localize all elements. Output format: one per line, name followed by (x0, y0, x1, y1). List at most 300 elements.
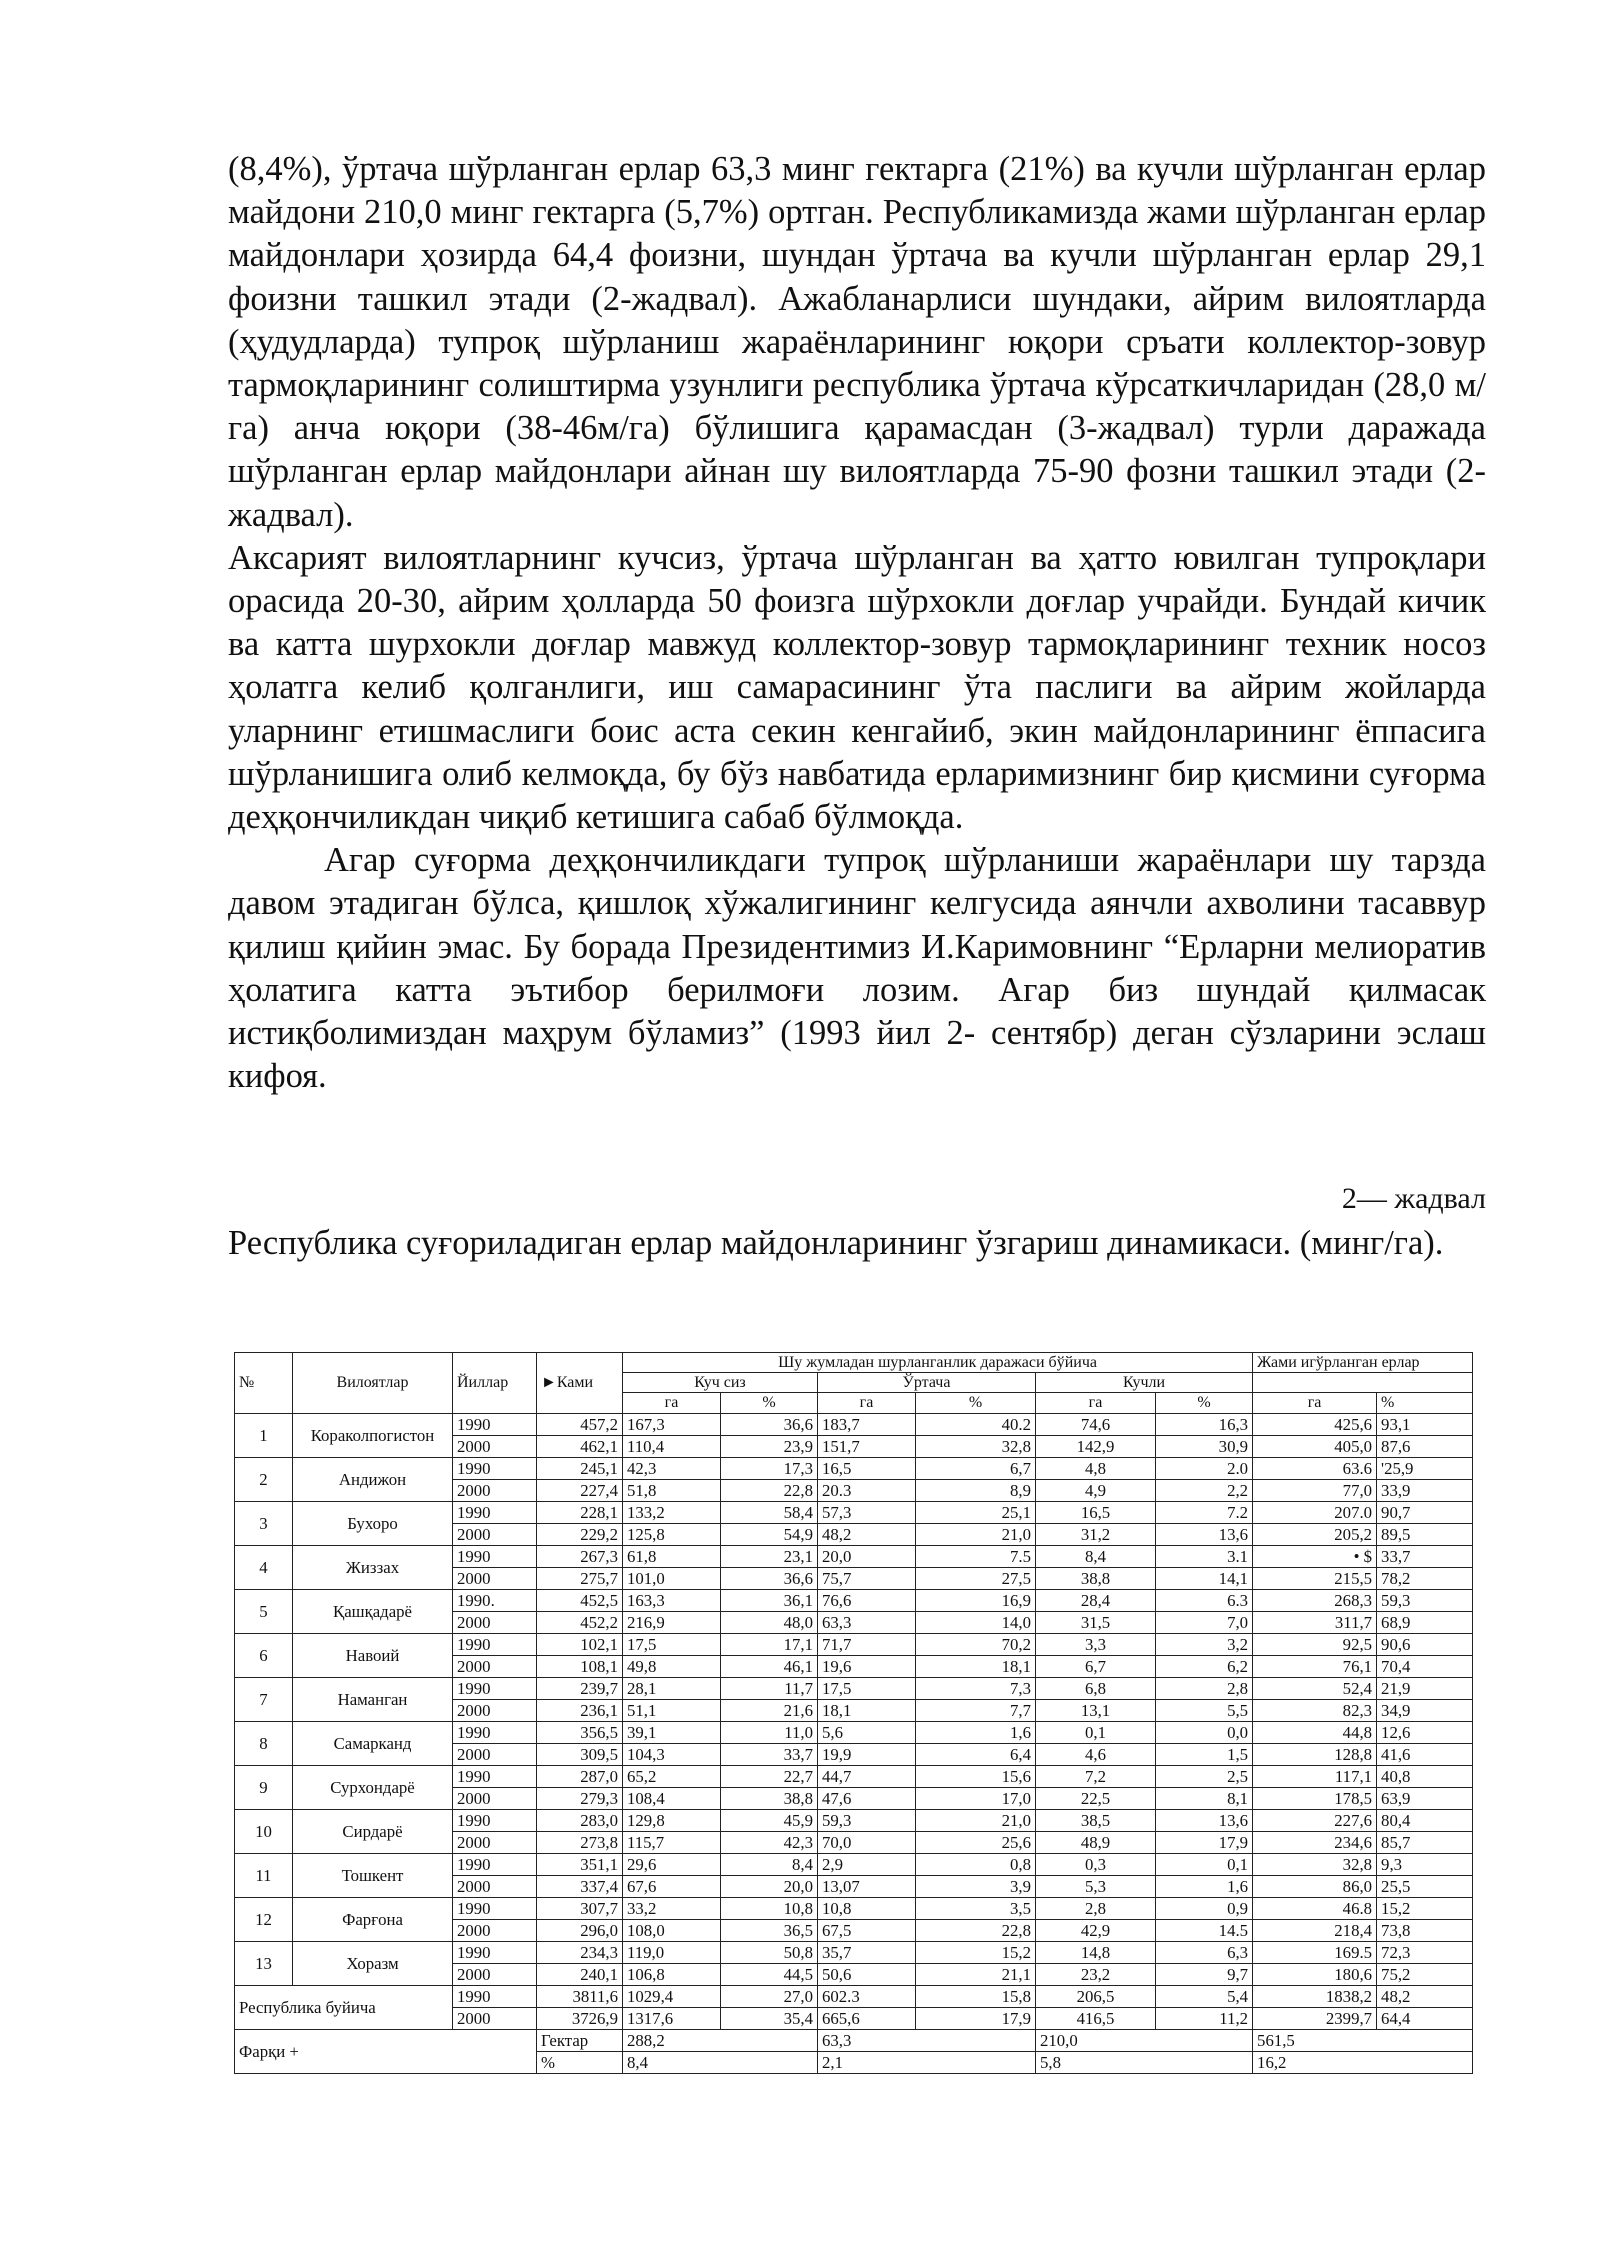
value-cell: 21,9 (1377, 1677, 1473, 1699)
region-number: 6 (235, 1633, 293, 1677)
header-total: ►Ками (537, 1353, 623, 1414)
year-cell: 1990 (453, 1633, 537, 1655)
value-cell: 73,8 (1377, 1919, 1473, 1941)
value-cell: 167,3 (623, 1413, 721, 1435)
year-cell: 2000 (453, 1919, 537, 1941)
header-pct: % (1156, 1393, 1253, 1413)
value-cell: 15,6 (916, 1765, 1036, 1787)
year-cell: 1990 (453, 1941, 537, 1963)
value-cell: 287,0 (537, 1765, 623, 1787)
value-cell: 5,3 (1036, 1875, 1156, 1897)
table-row (235, 1809, 1473, 1831)
value-cell: 236,1 (537, 1699, 623, 1721)
value-cell: 19,9 (818, 1743, 916, 1765)
diff-strong: 210,0 (1036, 2029, 1253, 2051)
value-cell: 7.5 (916, 1545, 1036, 1567)
paragraph: Агар суғорма деҳқончиликдаги тупроқ шўрланиши жараёнлари шу тарзда давом этадиган бўлса, қишлоқ хўжалигининг келгусида аянчли ахволини тасаввур қилиш қийин эмас. Бу борада Президентимиз И.Каримовнинг “Ерларни мелиоратив ҳолатига катта эътибор берилмоғи лозим. Агар биз шундай қилмасак истиқболимиздан маҳрум бўламиз” (1993 йил 2- сентябр) деган сўзларини эслаш кифоя. (228, 841, 1486, 1096)
region-name: Кораколпогистон (293, 1413, 453, 1457)
header-region: Вилоятлар (293, 1353, 453, 1414)
value-cell: 59,3 (818, 1809, 916, 1831)
value-cell: 22,8 (721, 1479, 818, 1501)
region-name: Фарғона (293, 1897, 453, 1941)
year-cell: 2000 (453, 1875, 537, 1897)
value-cell: 36,6 (721, 1567, 818, 1589)
value-cell: 13,07 (818, 1875, 916, 1897)
value-cell: 206,5 (1036, 1985, 1156, 2007)
paragraph: Аксарият вилоятларнинг кучсиз, ўртача шўрланган ва ҳатто ювилган тупроқлари орасида 20-30, айрим ҳолларда 50 фоизга шўрхокли доғлар учрайди. Бундай кичик ва катта шурхокли доғлар мавжуд коллектор-зовур тармоқларининг техник носоз ҳолатга келиб қолганлиги, иш самарасининг ўта паслиги ва айрим жойларда уларнинг етишмаслиги боис аста секин кенгайиб, экин майдонларининг ёппасига шўрланишига олиб келмоқда, бу бўз навбатида ерларимизнинг бир қисмини суғорма деҳқончиликдан чиқиб кетишига сабаб бўлмоқда. (228, 538, 1486, 837)
value-cell: 245,1 (537, 1457, 623, 1479)
year-cell: 2000 (453, 1567, 537, 1589)
value-cell: 2,2 (1156, 1479, 1253, 1501)
value-cell: 46,1 (721, 1655, 818, 1677)
value-cell: 32,8 (1253, 1853, 1377, 1875)
table-row (235, 1721, 1473, 1743)
value-cell: 86,0 (1253, 1875, 1377, 1897)
value-cell: 93,1 (1377, 1413, 1473, 1435)
value-cell: 65,2 (623, 1765, 721, 1787)
value-cell: 45,9 (721, 1809, 818, 1831)
header-pct: % (1377, 1393, 1473, 1413)
value-cell: 1317,6 (623, 2007, 721, 2029)
value-cell: 151,7 (818, 1435, 916, 1457)
value-cell: 87,6 (1377, 1435, 1473, 1457)
value-cell: 2,9 (818, 1853, 916, 1875)
value-cell: 48,0 (721, 1611, 818, 1633)
region-name: Қашқадарё (293, 1589, 453, 1633)
region-name: Сурхондарё (293, 1765, 453, 1809)
value-cell: 58,4 (721, 1501, 818, 1523)
value-cell: 4,9 (1036, 1479, 1156, 1501)
value-cell: 25,5 (1377, 1875, 1473, 1897)
value-cell: 452,2 (537, 1611, 623, 1633)
year-cell: 2000 (453, 1743, 537, 1765)
table-row (235, 1501, 1473, 1523)
region-number: 13 (235, 1941, 293, 1985)
year-cell: 2000 (453, 1479, 537, 1501)
table-row (235, 1457, 1473, 1479)
value-cell: 227,6 (1253, 1809, 1377, 1831)
value-cell: 8,4 (721, 1853, 818, 1875)
value-cell: 102,1 (537, 1633, 623, 1655)
value-cell: 33,2 (623, 1897, 721, 1919)
value-cell: 22,7 (721, 1765, 818, 1787)
value-cell: 240,1 (537, 1963, 623, 1985)
year-cell: 1990 (453, 1457, 537, 1479)
value-cell: 7.2 (1156, 1501, 1253, 1523)
value-cell: 5,4 (1156, 1985, 1253, 2007)
value-cell: 41,6 (1377, 1743, 1473, 1765)
header-ha: га (623, 1393, 721, 1413)
table-row (235, 1413, 1473, 1435)
value-cell: 15,8 (916, 1985, 1036, 2007)
value-cell: 34,9 (1377, 1699, 1473, 1721)
value-cell: 21,0 (916, 1809, 1036, 1831)
value-cell: 17,5 (623, 1633, 721, 1655)
value-cell: 8,1 (1156, 1787, 1253, 1809)
value-cell: 218,4 (1253, 1919, 1377, 1941)
value-cell: 2,8 (1156, 1677, 1253, 1699)
value-cell: 21,6 (721, 1699, 818, 1721)
value-cell: 78,2 (1377, 1567, 1473, 1589)
year-cell: 2000 (453, 1699, 537, 1721)
value-cell: 0,9 (1156, 1897, 1253, 1919)
value-cell: 117,1 (1253, 1765, 1377, 1787)
region-name: Жиззах (293, 1545, 453, 1589)
value-cell: 90,7 (1377, 1501, 1473, 1523)
value-cell: 119,0 (623, 1941, 721, 1963)
value-cell: 59,3 (1377, 1589, 1473, 1611)
region-name: Хоразм (293, 1941, 453, 1985)
value-cell: 17,9 (1156, 1831, 1253, 1853)
value-cell: 7,3 (916, 1677, 1036, 1699)
value-cell: 19,6 (818, 1655, 916, 1677)
region-number: 1 (235, 1413, 293, 1457)
value-cell: 17,0 (916, 1787, 1036, 1809)
value-cell: 57,3 (818, 1501, 916, 1523)
value-cell: 14,1 (1156, 1567, 1253, 1589)
year-cell: 1990 (453, 1897, 537, 1919)
region-number: 11 (235, 1853, 293, 1897)
header-ha: га (818, 1393, 916, 1413)
value-cell: 67,6 (623, 1875, 721, 1897)
value-cell: 6.3 (1156, 1589, 1253, 1611)
diff-medium: 2,1 (818, 2051, 1036, 2073)
value-cell: 11,0 (721, 1721, 818, 1743)
header-group: Шу жумладан шурланганлик даражаси бўйича (623, 1353, 1253, 1373)
header-ha: га (1036, 1393, 1156, 1413)
value-cell: 234,6 (1253, 1831, 1377, 1853)
value-cell: 178,5 (1253, 1787, 1377, 1809)
table-row (235, 1765, 1473, 1787)
value-cell: 51,8 (623, 1479, 721, 1501)
year-cell: 1990 (453, 1501, 537, 1523)
value-cell: 1,6 (1156, 1875, 1253, 1897)
value-cell: 74,6 (1036, 1413, 1156, 1435)
value-cell: 10,8 (721, 1897, 818, 1919)
value-cell: 2,5 (1156, 1765, 1253, 1787)
value-cell: 106,8 (623, 1963, 721, 1985)
year-cell: 2000 (453, 1435, 537, 1457)
region-name: Наманган (293, 1677, 453, 1721)
header-row (235, 1353, 1473, 1373)
value-cell: 307,7 (537, 1897, 623, 1919)
value-cell: 16,5 (818, 1457, 916, 1479)
diff-unit: % (537, 2051, 623, 2073)
value-cell: 7,2 (1036, 1765, 1156, 1787)
value-cell: 11,2 (1156, 2007, 1253, 2029)
value-cell: 229,2 (537, 1523, 623, 1545)
value-cell: 142,9 (1036, 1435, 1156, 1457)
value-cell: 44,8 (1253, 1721, 1377, 1743)
value-cell: 89,5 (1377, 1523, 1473, 1545)
value-cell: 3,2 (1156, 1633, 1253, 1655)
value-cell: 49,8 (623, 1655, 721, 1677)
header-medium: Ўртача (818, 1373, 1036, 1393)
value-cell: 108,4 (623, 1787, 721, 1809)
year-cell: 2000 (453, 2007, 537, 2029)
value-cell: 239,7 (537, 1677, 623, 1699)
value-cell: 35,7 (818, 1941, 916, 1963)
value-cell: 267,3 (537, 1545, 623, 1567)
region-name: Бухоро (293, 1501, 453, 1545)
value-cell: 17,9 (916, 2007, 1036, 2029)
diff-label: Фарқи + (235, 2029, 537, 2073)
value-cell: 108,1 (537, 1655, 623, 1677)
value-cell: 2.0 (1156, 1457, 1253, 1479)
value-cell: 42,3 (721, 1831, 818, 1853)
value-cell: 6,4 (916, 1743, 1036, 1765)
value-cell: 20.3 (818, 1479, 916, 1501)
paragraph: (8,4%), ўртача шўрланган ерлар 63,3 минг гектарга (21%) ва кучли шўрланган ерлар майдони 210,0 минг гектарга (5,7%) ортган. Республикамизда жами шўрланган ерлар майдонлари ҳозирда 64,4 фоизни, шундан ўртача ва кучли шўрланган ерлар 29,1 фоизни ташкил этади (2-жадвал). Ажабланарлиси шундаки, айрим вилоятларда (ҳудудларда) тупроқ шўрланиш жараёнларининг юқори сръати коллектор-зовур тармоқларининг солиштирма узунлиги республика ўртача кўрсаткичларидан (28,0 м/га) анча юқори (38-46м/га) бўлишига қарамасдан (3-жадвал) турли даражада шўрланган ерлар майдонлари айнан шу вилоятларда 75-90 фозни ташкил этади (2-жадвал). (228, 150, 1486, 534)
region-number: 10 (235, 1809, 293, 1853)
value-cell: 6,2 (1156, 1655, 1253, 1677)
value-cell: 25,1 (916, 1501, 1036, 1523)
value-cell: 1,5 (1156, 1743, 1253, 1765)
value-cell: 50,6 (818, 1963, 916, 1985)
table-row (235, 1985, 1473, 2007)
value-cell: 0,8 (916, 1853, 1036, 1875)
value-cell: 8,9 (916, 1479, 1036, 1501)
value-cell: 309,5 (537, 1743, 623, 1765)
value-cell: 16,5 (1036, 1501, 1156, 1523)
value-cell: 36,6 (721, 1413, 818, 1435)
value-cell: 47,6 (818, 1787, 916, 1809)
value-cell: 22,5 (1036, 1787, 1156, 1809)
value-cell: 85,7 (1377, 1831, 1473, 1853)
value-cell: 3726,9 (537, 2007, 623, 2029)
value-cell: 665,6 (818, 2007, 916, 2029)
region-number: 8 (235, 1721, 293, 1765)
value-cell: 44,7 (818, 1765, 916, 1787)
value-cell: 31,2 (1036, 1523, 1156, 1545)
table-number: 2— жадвал (1341, 1182, 1486, 1215)
value-cell: 10,8 (818, 1897, 916, 1919)
diff-unit: Гектар (537, 2029, 623, 2051)
value-cell: 29,6 (623, 1853, 721, 1875)
value-cell: 425,6 (1253, 1413, 1377, 1435)
value-cell: 7,7 (916, 1699, 1036, 1721)
value-cell: 68,9 (1377, 1611, 1473, 1633)
value-cell: 3.1 (1156, 1545, 1253, 1567)
table-caption: Республика суғориладиган ерлар майдонларининг ўзгариш динамикаси. (минг/га). (228, 1224, 1444, 1262)
value-cell: 21,0 (916, 1523, 1036, 1545)
value-cell: 39,1 (623, 1721, 721, 1743)
year-cell: 1990. (453, 1589, 537, 1611)
value-cell: 71,7 (818, 1633, 916, 1655)
value-cell: 51,1 (623, 1699, 721, 1721)
value-cell: 61,8 (623, 1545, 721, 1567)
table-row (235, 1897, 1473, 1919)
value-cell: 216,9 (623, 1611, 721, 1633)
value-cell: 3,3 (1036, 1633, 1156, 1655)
value-cell: 72,3 (1377, 1941, 1473, 1963)
value-cell: 23,2 (1036, 1963, 1156, 1985)
value-cell: 183,7 (818, 1413, 916, 1435)
value-cell: 1838,2 (1253, 1985, 1377, 2007)
region-number: 5 (235, 1589, 293, 1633)
value-cell: 0,0 (1156, 1721, 1253, 1743)
value-cell: 38,8 (1036, 1567, 1156, 1589)
year-cell: 1990 (453, 1985, 537, 2007)
region-number: 4 (235, 1545, 293, 1589)
value-cell: 77,0 (1253, 1479, 1377, 1501)
value-cell: 275,7 (537, 1567, 623, 1589)
value-cell: 311,7 (1253, 1611, 1377, 1633)
value-cell: 337,4 (537, 1875, 623, 1897)
value-cell: 27,0 (721, 1985, 818, 2007)
value-cell: 14,8 (1036, 1941, 1156, 1963)
year-cell: 2000 (453, 1655, 537, 1677)
value-cell: 6,7 (1036, 1655, 1156, 1677)
value-cell: 46.8 (1253, 1897, 1377, 1919)
value-cell: 48,2 (818, 1523, 916, 1545)
value-cell: 14,0 (916, 1611, 1036, 1633)
value-cell: 52,4 (1253, 1677, 1377, 1699)
value-cell: 405,0 (1253, 1435, 1377, 1457)
year-cell: 1990 (453, 1721, 537, 1743)
value-cell: 6,3 (1156, 1941, 1253, 1963)
year-cell: 1990 (453, 1809, 537, 1831)
value-cell: 283,0 (537, 1809, 623, 1831)
year-cell: 1990 (453, 1545, 537, 1567)
value-cell: 63,3 (818, 1611, 916, 1633)
value-cell: 1029,4 (623, 1985, 721, 2007)
value-cell: 33,9 (1377, 1479, 1473, 1501)
value-cell: 268,3 (1253, 1589, 1377, 1611)
value-cell: 23,1 (721, 1545, 818, 1567)
value-cell: 82,3 (1253, 1699, 1377, 1721)
year-cell: 2000 (453, 1963, 537, 1985)
value-cell: 6,7 (916, 1457, 1036, 1479)
header-total-saline: Жами игўрланган ерлар (1253, 1353, 1473, 1373)
value-cell: 42,3 (623, 1457, 721, 1479)
value-cell: 18,1 (818, 1699, 916, 1721)
table-row (235, 1853, 1473, 1875)
value-cell: 11,7 (721, 1677, 818, 1699)
value-cell: 452,5 (537, 1589, 623, 1611)
value-cell: 273,8 (537, 1831, 623, 1853)
diff-weak: 8,4 (623, 2051, 818, 2073)
diff-strong: 5,8 (1036, 2051, 1253, 2073)
value-cell: 63,9 (1377, 1787, 1473, 1809)
value-cell: 207.0 (1253, 1501, 1377, 1523)
value-cell: 70,4 (1377, 1655, 1473, 1677)
value-cell: 5,5 (1156, 1699, 1253, 1721)
value-cell: 48,2 (1377, 1985, 1473, 2007)
value-cell: 40,8 (1377, 1765, 1473, 1787)
value-cell: 9,3 (1377, 1853, 1473, 1875)
diff-weak: 288,2 (623, 2029, 818, 2051)
year-cell: 2000 (453, 1523, 537, 1545)
value-cell: 76,1 (1253, 1655, 1377, 1677)
value-cell: 602.3 (818, 1985, 916, 2007)
value-cell: 25,6 (916, 1831, 1036, 1853)
value-cell: 23,9 (721, 1435, 818, 1457)
value-cell: 3,5 (916, 1897, 1036, 1919)
table-row (235, 1677, 1473, 1699)
value-cell: 457,2 (537, 1413, 623, 1435)
value-cell: 169.5 (1253, 1941, 1377, 1963)
value-cell: 416,5 (1036, 2007, 1156, 2029)
value-cell: 33,7 (1377, 1545, 1473, 1567)
value-cell: 101,0 (623, 1567, 721, 1589)
year-cell: 1990 (453, 1413, 537, 1435)
value-cell: 32,8 (916, 1435, 1036, 1457)
region-name: Навоий (293, 1633, 453, 1677)
value-cell: 296,0 (537, 1919, 623, 1941)
value-cell: 15,2 (916, 1941, 1036, 1963)
value-cell: 17,1 (721, 1633, 818, 1655)
value-cell: 6,8 (1036, 1677, 1156, 1699)
value-cell: 80,4 (1377, 1809, 1473, 1831)
value-cell: 33,7 (721, 1743, 818, 1765)
region-number: 3 (235, 1501, 293, 1545)
value-cell: 0,1 (1156, 1853, 1253, 1875)
republic-label: Республика буйича (235, 1985, 453, 2029)
value-cell: 163,3 (623, 1589, 721, 1611)
value-cell: 28,1 (623, 1677, 721, 1699)
header-pct: % (721, 1393, 818, 1413)
value-cell: 1,6 (916, 1721, 1036, 1743)
value-cell: 279,3 (537, 1787, 623, 1809)
region-name: Андижон (293, 1457, 453, 1501)
value-cell: 54,9 (721, 1523, 818, 1545)
region-name: Самарканд (293, 1721, 453, 1765)
value-cell: 0,3 (1036, 1853, 1156, 1875)
value-cell: 15,2 (1377, 1897, 1473, 1919)
value-cell: 90,6 (1377, 1633, 1473, 1655)
diff-medium: 63,3 (818, 2029, 1036, 2051)
diff-total: 16,2 (1253, 2051, 1473, 2073)
value-cell: 18,1 (916, 1655, 1036, 1677)
value-cell: 76,6 (818, 1589, 916, 1611)
header-strong: Кучли (1036, 1373, 1253, 1393)
header-empty (1253, 1373, 1473, 1393)
region-number: 7 (235, 1677, 293, 1721)
value-cell: 14.5 (1156, 1919, 1253, 1941)
value-cell: 5,6 (818, 1721, 916, 1743)
header-years: Йиллар (453, 1353, 537, 1414)
value-cell: 110,4 (623, 1435, 721, 1457)
table-row (235, 1545, 1473, 1567)
year-cell: 2000 (453, 1831, 537, 1853)
region-number: 9 (235, 1765, 293, 1809)
value-cell: 8,4 (1036, 1545, 1156, 1567)
data-table (234, 1352, 1473, 2074)
value-cell: 17,3 (721, 1457, 818, 1479)
value-cell: 125,8 (623, 1523, 721, 1545)
value-cell: 9,7 (1156, 1963, 1253, 1985)
value-cell: 4,8 (1036, 1457, 1156, 1479)
value-cell: 35,4 (721, 2007, 818, 2029)
value-cell: 75,2 (1377, 1963, 1473, 1985)
year-cell: 1990 (453, 1765, 537, 1787)
value-cell: 21,1 (916, 1963, 1036, 1985)
value-cell: 12,6 (1377, 1721, 1473, 1743)
value-cell: 75,7 (818, 1567, 916, 1589)
value-cell: 17,5 (818, 1677, 916, 1699)
value-cell: 13,1 (1036, 1699, 1156, 1721)
table-row (235, 1589, 1473, 1611)
value-cell: 104,3 (623, 1743, 721, 1765)
value-cell: '25,9 (1377, 1457, 1473, 1479)
value-cell: 115,7 (623, 1831, 721, 1853)
diff-total: 561,5 (1253, 2029, 1473, 2051)
year-cell: 2000 (453, 1611, 537, 1633)
table-row (235, 1941, 1473, 1963)
value-cell: 67,5 (818, 1919, 916, 1941)
value-cell: 234,3 (537, 1941, 623, 1963)
